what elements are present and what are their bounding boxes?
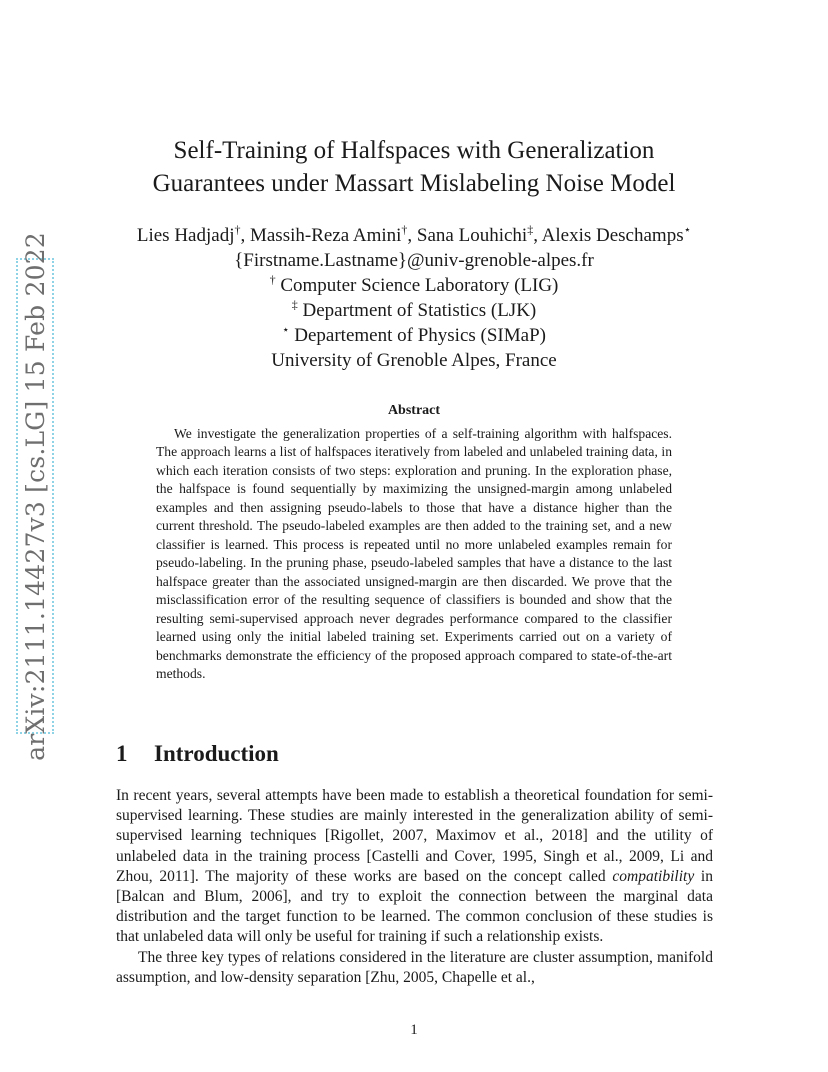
abstract-section <box>156 402 672 684</box>
arxiv-stamp <box>16 231 54 761</box>
author-name: Massih-Reza Amini <box>249 225 402 246</box>
author-name: Lies Hadjadj <box>136 225 235 246</box>
paragraph-text: in [Balcan and Blum, 2006], and try to exploit the connection between the marginal data distribution and the target function to be learned. The common conclusion of these studies is that unlabeled data will only be useful for training if such a relationship exists. <box>116 867 713 946</box>
paragraph: The three key types of relations considered in the literature are cluster assumption, manifold assumption, and low-density separation [Zhu, 2005, Chapelle et al., <box>116 948 713 986</box>
author-name: Alexis Deschamps <box>541 225 684 246</box>
affiliation-mark: ‡ <box>291 297 298 312</box>
affiliation-mark: † <box>269 272 276 287</box>
section-heading <box>116 741 279 767</box>
author-name: Sana Louhichi <box>416 225 528 246</box>
section-title: Introduction <box>154 741 279 766</box>
author-email: {Firstname.Lastname}@univ-grenoble-alpes.fr <box>234 250 594 271</box>
affiliation-mark: † <box>401 222 408 237</box>
page-number: 1 <box>410 1022 418 1038</box>
abstract-heading: Abstract <box>387 403 441 418</box>
university: University of Grenoble Alpes, France <box>271 350 557 371</box>
affiliation-line <box>90 323 738 348</box>
title-line-2: Guarantees under Massart Mislabeling Noise Model <box>152 170 676 197</box>
abstract-text: We investigate the generalization properties of a self-training algorithm with halfspaces. The approach learns a list of halfspaces iteratively from labeled and unlabeled training data, in which each iteration consists of two steps: exploration and pruning. In the exploration phase, the halfspace is found sequentially by maximizing the unsigned-margin among unlabeled examples and then assigning pseudo-labels to those that have a distance higher than the current threshold. The pseudo-labeled examples are then added to the training set, and a new classifier is learned. This process is repeated until no more unlabeled examples remain for pseudo-labeling. In the pruning phase, pseudo-labeled samples that have a distance to the last halfspace greater than the associated unsigned-margin are then discarded. We prove that the misclassification error of the resulting sequence of classifiers is bounded and show that the resulting semi-supervised approach never degrades performance compared to the classifier learned using only the initial labeled training set. Experiments carried out on a variety of benchmarks demonstrate the efficiency of the proposed approach compared to state-of-the-art methods. <box>156 425 672 681</box>
affiliation-mark: ‡ <box>527 222 534 237</box>
section-number: 1 <box>116 741 128 766</box>
affiliation-line <box>90 298 738 323</box>
affiliation-name: Departement of Physics (SIMaP) <box>294 325 546 346</box>
paragraph-text: In recent years, several attempts have been made to establish a theoretical foundation for semi-supervised learning. These studies are mainly interested in the generalization ability of semi-supervised learning techniques [Rigollet, 2007, Maximov et al., 2018] and the utility of unlabeled data in the training process [Castelli and Cover, 1995, Singh et al., 2009, Li and Zhou, 2011]. The majority of these works are based on the concept called <box>116 787 713 885</box>
paragraph <box>116 786 713 948</box>
paper-title <box>90 134 738 200</box>
affiliation-line <box>90 273 738 298</box>
affiliation-mark: ⋆ <box>282 322 290 337</box>
affiliation-name: Department of Statistics (LJK) <box>302 300 537 321</box>
author-list: Lies Hadjadj†, Massih-Reza Amini†, Sana Louhichi‡, Alexis Deschamps⋆ <box>136 222 692 246</box>
affiliation-mark: ⋆ <box>683 222 692 237</box>
author-block <box>90 223 738 373</box>
arxiv-identifier: arXiv:2111.14427v3 [cs.LG] 15 Feb 2022 <box>20 231 50 761</box>
emphasized-term: compatibility <box>612 867 695 885</box>
affiliation-mark: † <box>234 222 241 237</box>
title-line-1: Self-Training of Halfspaces with Generalization <box>173 137 655 164</box>
introduction-body <box>116 786 713 988</box>
affiliation-name: Computer Science Laboratory (LIG) <box>280 275 559 296</box>
